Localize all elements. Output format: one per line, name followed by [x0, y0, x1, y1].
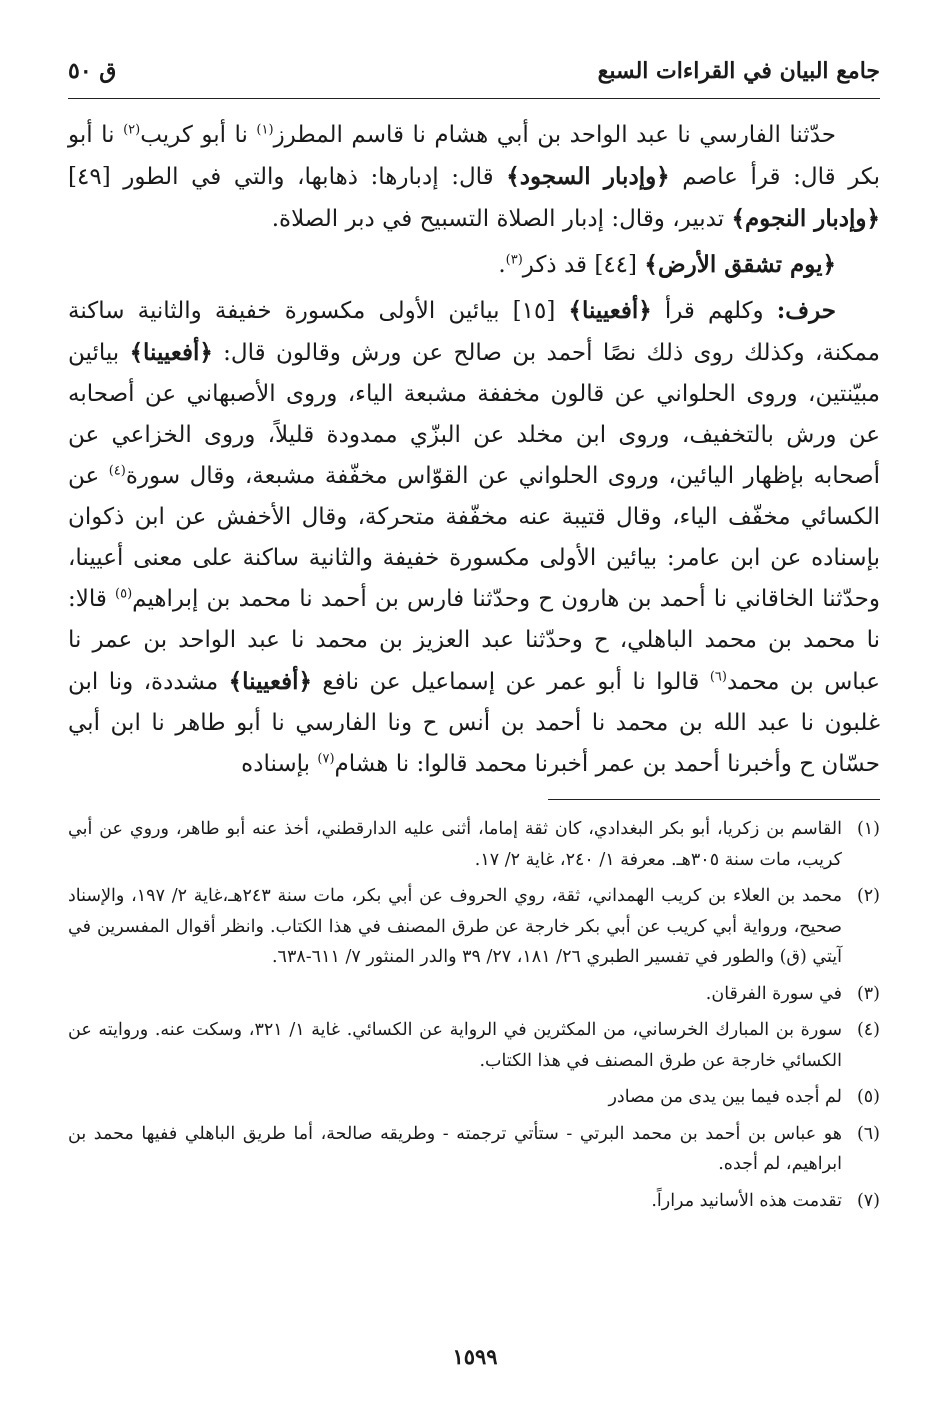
text-run: تدبير، وقال: إدبار الصلاة التسبيح في دبر الصلاة. [271, 206, 732, 232]
text-run: حدّثنا الفارسي نا عبد الواحد بن أبي هشام نا قاسم المطرز [273, 122, 836, 148]
footnote-ref: (١) [256, 122, 274, 138]
text-run: قالا: نا محمد بن محمد الباهلي، ح وحدّثنا عبد العزيز بن محمد نا عبد الواحد بن عمر نا عباس بن محمد [68, 586, 880, 695]
footnote-item [68, 1082, 880, 1113]
quran-quote: ﴿أفعيينا﴾ [228, 668, 312, 695]
quran-quote: ﴿وإدبار النجوم﴾ [731, 205, 880, 232]
footnote-text: في سورة الفرقان. [705, 983, 842, 1004]
text-run: بيائين مبيّنتين، وروى الحلواني عن قالون مخففة مشبعة الياء، وروى الأصبهاني عن أصحابه عن ورش بالتخفيف، وروى ابن مخلد عن البزّي ممدودة قليلاً، وروى الخزاعي عن أصحابه بإظهار اليائين، وروى الحلواني عن القوّاس مخفّفة مشبعة، وقال سورة [68, 340, 880, 489]
footnote-text: سورة بن المبارك الخرساني، من المكثرين في الرواية عن الكسائي. غاية ١/ ٣٢١، وسكت عنه. وروايته عن الكسائي خارجة عن طرق المصنف في هذا الكتاب. [68, 1020, 842, 1071]
main-text [68, 115, 880, 785]
footnote-item [68, 881, 880, 973]
running-title: جامع البيان في القراءات السبع [597, 58, 880, 84]
footnote-number: (٤) [856, 1020, 880, 1040]
footnote-text: القاسم بن زكريا، أبو بكر البغدادي، كان ثقة إماما، أثنى عليه الدارقطني، أخذ عنه أبو طاهر، وروي عن أبي كريب، مات سنة ٣٠٥هـ. معرفة ١/ ٢٤٠، غاية ٢/ ١٧. [68, 819, 842, 870]
footnote-item [68, 979, 880, 1010]
text-run: قال: إدبارها: ذهابها، والتي في الطور [٤٩] [68, 164, 507, 190]
quran-quote: ﴿يوم تشقق الأرض﴾ [644, 251, 836, 278]
footnote-text: هو عباس بن أحمد بن محمد البرتي - ستأتي ترجمته - وطريقه صالحة، أما طريق الباهلي ففيها محمد بن ابراهيم، لم أجده. [68, 1123, 842, 1174]
text-run: بإسناده [241, 751, 318, 777]
text-run: قالوا نا أبو عمر عن إسماعيل عن نافع [311, 669, 710, 695]
page-header [68, 58, 880, 96]
footnote-item [68, 1119, 880, 1180]
footnote-text: تقدمت هذه الأسانيد مراراً. [651, 1190, 842, 1211]
footnote-ref: (٦) [709, 669, 727, 685]
header-rule [68, 98, 880, 99]
footnote-text: محمد بن العلاء بن كريب الهمداني، ثقة، روي الحروف عن أبي بكر، مات سنة ٢٤٣هـ،غاية ٢/ ١٩٧، والإسناد صحيح، ورواية أبي كريب عن أبي بكر خارجة عن طرق المصنف في هذا الكتاب. وانظر أقوال المفسرين في آيتي (ق) والطور في تفسير الطبري ٢٦/ ١٨١، ٢٧/ ٣٩ والدر المنثور ٧/ ٦١١-٦٣٨. [68, 886, 842, 967]
footnote-number: (١) [856, 819, 880, 839]
footnote-ref: (٥) [115, 586, 133, 602]
footnote-item [68, 1015, 880, 1076]
footnote-ref: (٧) [317, 751, 335, 767]
footnote-separator [548, 799, 880, 800]
paragraph-3 [68, 290, 880, 785]
book-page [68, 58, 880, 1222]
section-label: حرف: [776, 297, 836, 324]
text-run: . [498, 252, 506, 278]
footnote-item [68, 1186, 880, 1217]
text-run: [٤٤] قد ذكر [522, 252, 645, 278]
text-run: مشددة، ونا ابن غلبون نا عبد الله بن محمد نا أحمد بن أنس ح ونا الفارسي نا أبو طاهر نا ابن أبي حسّان ح وأخبرنا أحمد بن عمر أخبرنا محمد قالوا: نا هشام [68, 669, 880, 777]
quran-quote: ﴿أفعيينا﴾ [568, 297, 652, 324]
footnote-number: (٦) [856, 1123, 880, 1144]
footnote-number: (٢) [856, 886, 880, 906]
quran-quote: ﴿أفعيينا﴾ [129, 339, 213, 366]
quran-quote: ﴿وإدبار السجود﴾ [506, 163, 670, 190]
footnote-item [68, 814, 880, 875]
manuscript-folio: ق ٥٠ [68, 58, 117, 84]
footnote-number: (٥) [856, 1087, 880, 1107]
text-run: [١٥] بيائين الأولى مكسورة خفيفة والثانية ساكنة ممكنة، وكذلك روى ذلك نصًا أحمد بن صالح عن ورش وقالون قال: [68, 298, 881, 366]
text-run: وكلهم قرأ [651, 298, 777, 324]
footnote-ref: (٣) [505, 252, 523, 268]
text-run: عن الكسائي مخفّف الياء، وقال قتيبة عنه مخفّفة متحركة، وقال الأخفش عن ابن ذكوان بإسناده عن ابن عامر: بيائين الأولى مكسورة خفيفة والثانية ساكنة على معنى أعيينا، وحدّثنا الخاقاني نا أحمد بن هارون ح وحدّثنا فارس بن أحمد نا محمد بن إبراهيم [68, 463, 880, 612]
footnote-ref: (٢) [123, 122, 141, 138]
paragraph-1 [68, 115, 880, 240]
text-run: نا أبو كريب [140, 122, 257, 148]
footnote-number: (٧) [856, 1190, 880, 1211]
footnotes [68, 814, 880, 1216]
footnote-number: (٣) [856, 983, 880, 1004]
footnote-ref: (٤) [108, 463, 126, 479]
paragraph-2 [68, 244, 880, 286]
text-run: نا أبو بكر قال: قرأ عاصم [68, 122, 880, 190]
footnote-text: لم أجده فيما بين يدى من مصادر [608, 1087, 842, 1107]
page-number: ١٥٩٩ [452, 1344, 498, 1369]
